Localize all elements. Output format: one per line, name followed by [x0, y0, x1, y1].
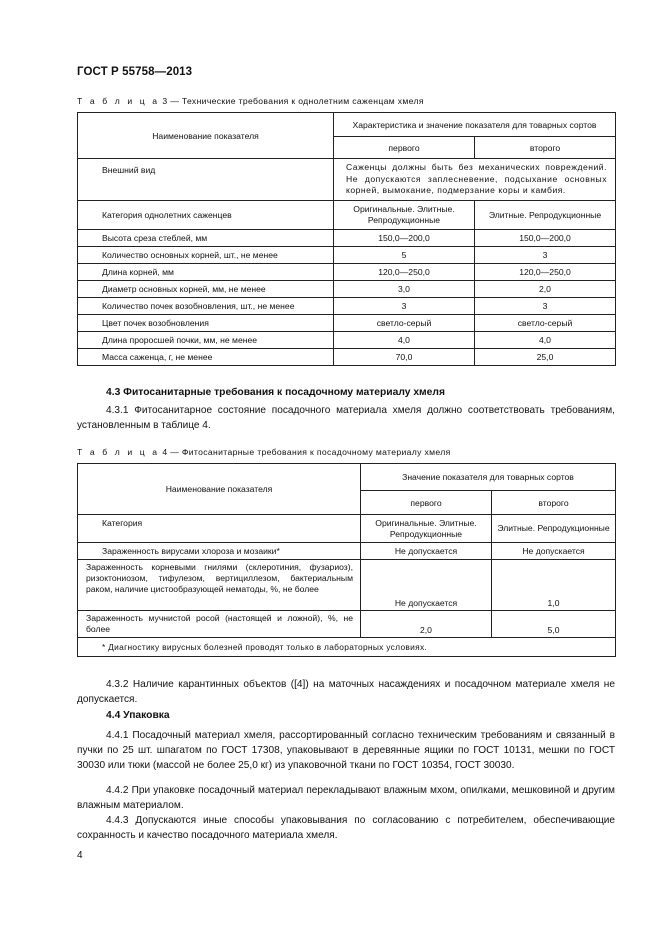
section-4-4-title: 4.4 Упаковка — [106, 710, 170, 721]
table-cell-first: 120,0—250,0 — [334, 264, 475, 281]
table4-caption — [77, 447, 451, 457]
table-cell-second: 25,0 — [475, 349, 616, 366]
table3-header-group: Характеристика и значение показателя для товарных сортов — [334, 113, 616, 137]
table-cell-second: Элитные. Репродукционные — [475, 201, 616, 230]
table-cell-second: 3 — [475, 247, 616, 264]
table-cell-first: светло-серый — [334, 315, 475, 332]
table3 — [77, 112, 616, 366]
table3-header-second: второго — [475, 137, 616, 159]
page-number: 4 — [77, 850, 83, 861]
paragraph-4-4-1: 4.4.1 Посадочный материал хмеля, рассортированный согласно техническим требованиям и связанный в пучки по 25 шт. шпагатом по ГОСТ 17308, упаковывают в деревянные ящики по ГОСТ 10131, мешки по ГОСТ 30030 или тюки (массой не более 25,0 кг) из упаковочной ткани по ГОСТ 10354, ГОСТ 30030. — [77, 730, 615, 771]
table4-caption-word: Т а б л и ц а — [77, 447, 160, 457]
table-cell-second: 4,0 — [475, 332, 616, 349]
table4-header-name: Наименование показателя — [78, 464, 361, 515]
paragraph-4-4-3: 4.4.3 Допускаются иные способы упаковывания по согласованию с потребителем, обеспечивающие сохранность и качество посадочного материала хмеля. — [77, 815, 615, 841]
table-row-label: Диаметр основных корней, мм, не менее — [78, 281, 334, 298]
table-cell-first: Не допускается — [361, 543, 492, 560]
table-cell-second: Не допускается — [492, 543, 616, 560]
table-cell-first: 70,0 — [334, 349, 475, 366]
table-row-label: Категория — [78, 515, 361, 543]
table-row-label: Количество основных корней, шт., не менее — [78, 247, 334, 264]
table-row-label: Количество почек возобновления, шт., не менее — [78, 298, 334, 315]
table4-header-group: Значение показателя для товарных сортов — [361, 464, 616, 491]
table-cell-first: 5 — [334, 247, 475, 264]
table-cell-first: 3,0 — [334, 281, 475, 298]
table-row-label: Зараженность мучнистой росой (настоящей и ложной), %, не более — [78, 611, 361, 638]
table-cell-second: 3 — [475, 298, 616, 315]
table3-header-name: Наименование показателя — [78, 113, 334, 159]
table3-header-first: первого — [334, 137, 475, 159]
table3-caption-text: 3 — Технические требования к однолетним саженцам хмеля — [159, 96, 424, 106]
table4-footnote: * Диагностику вирусных болезней проводят только в лабораторных условиях. — [78, 638, 616, 657]
table-row-label: Масса саженца, г, не менее — [78, 349, 334, 366]
table-cell-second: Элитные. Репродукционные — [492, 515, 616, 543]
table-cell-second: 5,0 — [492, 611, 616, 638]
table3-caption-word: Т а б л и ц а — [77, 96, 160, 106]
paragraph-4-3-1: 4.3.1 Фитосанитарное состояние посадочного материала хмеля должно соответствовать требованиям, установленным в таблице 4. — [77, 405, 615, 431]
table-row-label: Зараженность вирусами хлороза и мозаики* — [78, 543, 361, 560]
table4-header-second: второго — [492, 491, 616, 515]
table-cell-second: 2,0 — [475, 281, 616, 298]
paragraph-4-3-2: 4.3.2 Наличие карантинных объектов ([4]) на маточных насаждениях и посадочном материале хмеля не допускается. — [77, 679, 615, 705]
document-header: ГОСТ Р 55758—2013 — [77, 66, 193, 78]
table-row-label: Зараженность корневыми гнилями (склеротиния, фузариоз), ризоктониозом, тифулезом, вертициллезом, бактериальным раком, наличие цистообразующей нематоды, %, не более — [78, 560, 361, 611]
table-cell-first: Не допускается — [361, 560, 492, 611]
table-cell-second: 150,0—200,0 — [475, 230, 616, 247]
table3-caption — [77, 96, 424, 106]
table-row-label: Цвет почек возобновления — [78, 315, 334, 332]
paragraph-4-4-2: 4.4.2 При упаковке посадочный материал перекладывают влажным мхом, опилками, мешковиной и другим влажным материалом. — [77, 785, 615, 811]
table-row-merged-value: Саженцы должны быть без механических повреждений. Не допускаются заплесневение, подсыхание основных корней, вымокание, подмерзание коры и камбия. — [334, 159, 616, 201]
table4-caption-text: 4 — Фитосанитарные требования к посадочному материалу хмеля — [159, 447, 451, 457]
table-row-label: Длина корней, мм — [78, 264, 334, 281]
table-cell-first: Оригинальные. Элитные. Репродукционные — [361, 515, 492, 543]
section-4-3-title: 4.3 Фитосанитарные требования к посадочному материалу хмеля — [106, 387, 445, 398]
table-row-label: Внешний вид — [78, 159, 334, 201]
table-cell-second: светло-серый — [475, 315, 616, 332]
table-cell-first: 150,0—200,0 — [334, 230, 475, 247]
table-row-label: Длина проросшей почки, мм, не менее — [78, 332, 334, 349]
table-cell-first: 3 — [334, 298, 475, 315]
table-cell-second: 120,0—250,0 — [475, 264, 616, 281]
table4-header-first: первого — [361, 491, 492, 515]
table-cell-first: 2,0 — [361, 611, 492, 638]
table-cell-first: 4,0 — [334, 332, 475, 349]
table-cell-first: Оригинальные. Элитные. Репродукционные — [334, 201, 475, 230]
table-row-label: Высота среза стеблей, мм — [78, 230, 334, 247]
table-row-label: Категория однолетних саженцев — [78, 201, 334, 230]
table-cell-second: 1,0 — [492, 560, 616, 611]
table4 — [77, 463, 616, 657]
